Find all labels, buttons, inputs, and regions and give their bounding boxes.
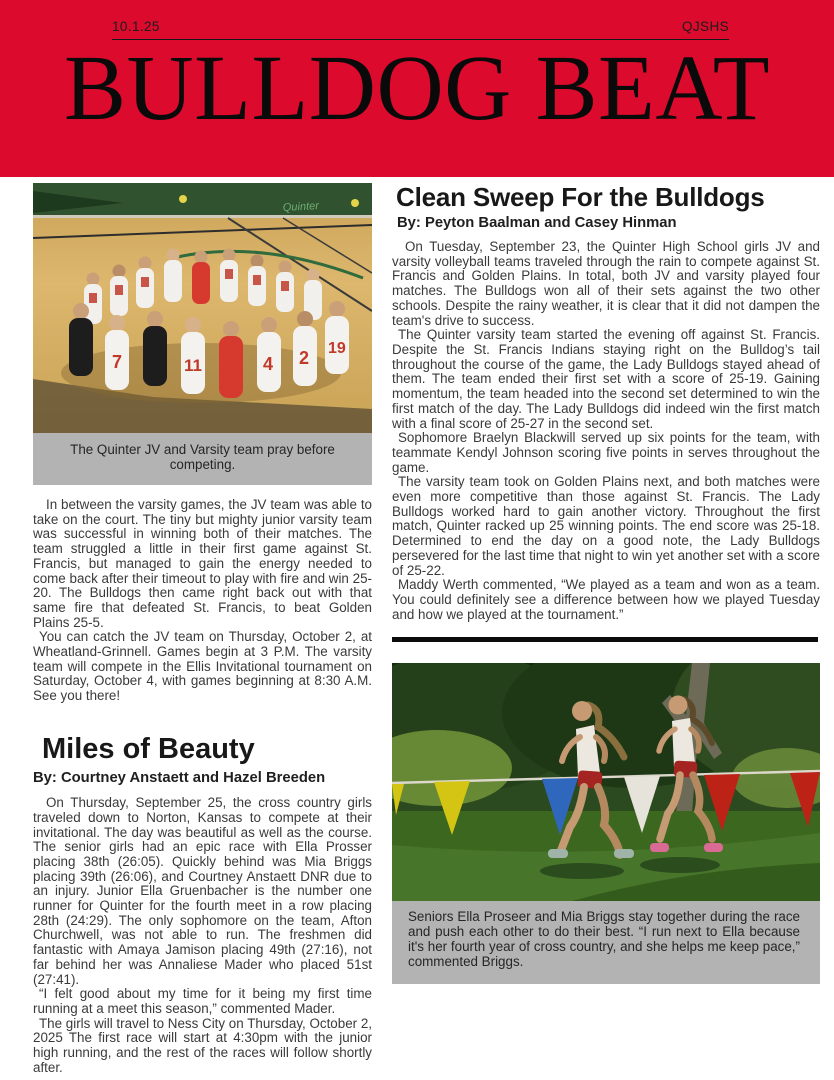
svg-text:7: 7	[112, 352, 123, 372]
cross-country-photo-caption: Seniors Ella Proseer and Mia Briggs stay together during the race and push each other to do their best. “I run next to Ella because it's her fourth year of cross country, and she helps me keep pace,” commented Briggs.	[408, 909, 800, 970]
school-abbreviation: QJSHS	[681, 19, 729, 34]
volleyball-byline: By: Peyton Baalman and Casey Hinman	[397, 215, 677, 232]
volleyball-photo-caption: The Quinter JV and Varsity team pray before competing.	[70, 442, 335, 472]
volleyball-paragraph: Maddy Werth commented, “We played as a team and won as a team. You could definitely see a difference between how we played Tuesday and how we played at the tournament.”	[392, 577, 820, 622]
cross-country-byline: By: Courtney Anstaett and Hazel Breeden	[33, 770, 326, 787]
volleyball-paragraph: Sophomore Braelyn Blackwill served up six points for the team, with teammate Kendyl Johnson scoring five points in serves throughout the game.	[392, 430, 820, 475]
cross-country-headline: Miles of Beauty	[42, 732, 255, 765]
masthead-info-row	[112, 0, 729, 40]
volleyball-paragraph: The Quinter varsity team started the evening off against St. Francis. Despite the St. Francis Indians staying right on the Bulldog’s tail throughout the course of the game, the Lady Bulldogs stayed ahead of them. The team ended their first set with a score of 25-19. Gaining momentum, the team headed into the second set determined to win the first match of the day. The Lady Bulldogs did indeed win the first match with a final score of 25-27 in the second set.	[392, 327, 820, 431]
volleyball-photo-figure	[33, 183, 372, 485]
volleyball-story	[392, 240, 820, 622]
issue-date: 10.1.25	[112, 19, 160, 34]
jv-paragraph: You can catch the JV team on Thursday, October 2, at Wheatland-Grinnell. Games begin at 3 P.M. The varsity team will compete in the Ellis Invitational tournament on Saturday, October 4, with games beginning at 8:30 A.M. See you there!	[33, 629, 372, 704]
right-column	[392, 183, 820, 1076]
cross-country-photo	[392, 663, 820, 901]
left-column	[33, 183, 372, 1076]
section-divider	[392, 637, 818, 642]
cross-country-photo-figure	[392, 663, 820, 984]
volleyball-headline: Clean Sweep For the Bulldogs	[396, 182, 765, 212]
svg-text:11: 11	[184, 356, 202, 375]
masthead-banner	[0, 0, 834, 177]
jv-paragraph: In between the varsity games, the JV team was able to take on the court. The tiny but mighty junior varsity team was successful in winning both of their matches. The team struggled a little in their first game against St. Francis, but managed to gain the energy needed to come back after their timeout to play with fire and win 25-20. The Bulldogs then came right back out with that same fire that defeated St. Francis, to beat Golden Plains 25-5.	[33, 497, 372, 630]
content-columns	[0, 177, 834, 1076]
volleyball-team-photo	[33, 183, 372, 433]
newsletter-title: BULLDOG BEAT	[63, 37, 771, 140]
svg-text:19: 19	[328, 340, 346, 357]
cross-country-paragraph: On Thursday, September 25, the cross country girls traveled down to Norton, Kansas to compete at their invitational. The day was beautiful as well as the course. The senior girls had an epic race with Ella Prosser placing 38th (26:05). Quickly behind was Mia Briggs placing 39th (26:06), and Courtney Anstaett DNR due to an injury. Junior Ella Gruenbacher is the number one runner for Quinter for the fourth meet in a row placing 28th (24:29). The only sophomore on the team, Afton Churchwell, was not able to run. The freshmen did fantastic with Amaya Jamison placing 49th (27:16), not far behind her was Annaliese Mader who placed 51st (27:41).	[33, 795, 372, 987]
svg-text:2: 2	[299, 348, 310, 368]
cross-country-paragraph: The girls will travel to Ness City on Thursday, October 2, 2025 The first race will start at 4:30pm with the junior high running, and the rest of the races will follow shortly after.	[33, 1015, 372, 1075]
volleyball-paragraph: On Tuesday, September 23, the Quinter High School girls JV and varsity volleyball teams traveled through the rain to compete against St. Francis and Golden Plains. In total, both JV and varsity played four matches. The Bulldogs won all of their sets against the two other schools. Despite the rainy weather, it is clear that it did not dampen the team's drive to success.	[392, 239, 820, 328]
jv-story	[33, 498, 372, 704]
svg-text:4: 4	[263, 354, 274, 374]
volleyball-paragraph: The varsity team took on Golden Plains next, and both matches were even more competitive than those against St. Francis. The Lady Bulldogs worked hard to gain another victory. Throughout the first match, Quinter racked up 25 winning points. The end score was 25-18. Determined to end the day on a good note, the Lady Bulldogs persevered for the last time that night to win yet another set with a score of 25-22.	[392, 474, 820, 578]
cross-country-story	[33, 796, 372, 1075]
cross-country-paragraph: “I felt good about my time for it being my first time running at a meet this season,” commented Mader.	[33, 986, 372, 1016]
svg-text:Quinter: Quinter	[282, 200, 320, 214]
